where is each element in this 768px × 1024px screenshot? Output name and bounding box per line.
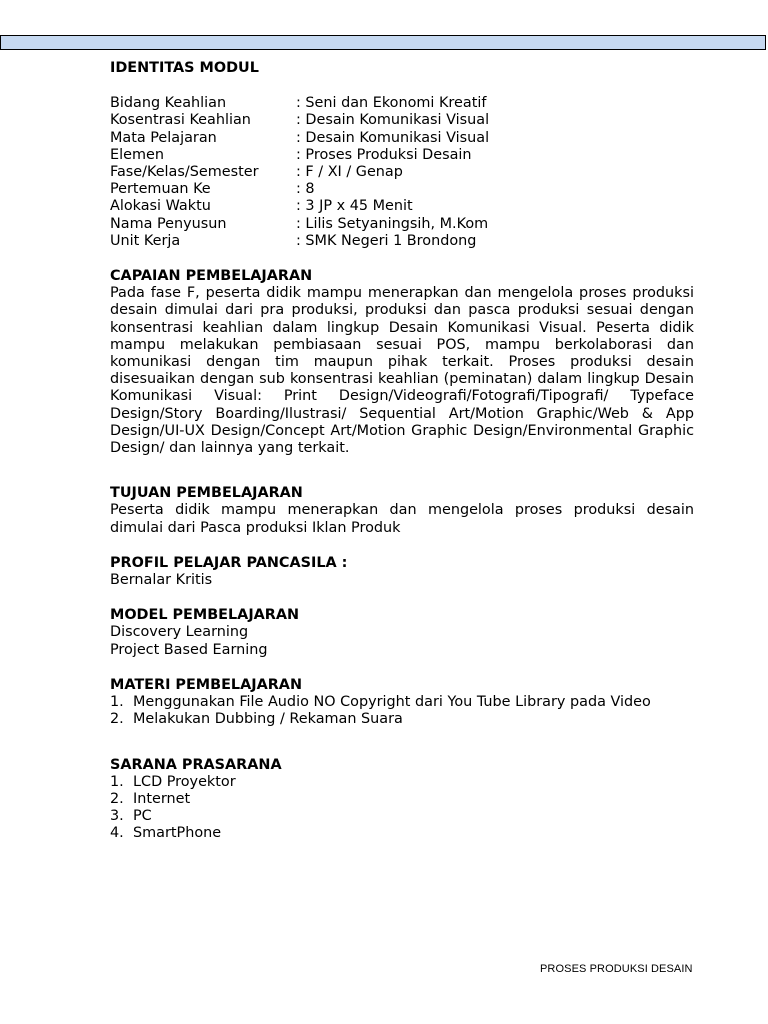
identitas-value: : F / XI / Genap	[296, 164, 403, 181]
list-number: 1.	[110, 694, 124, 711]
list-item	[110, 825, 694, 842]
materi-heading: MATERI PEMBELAJARAN	[110, 676, 302, 693]
profil-heading: PROFIL PELAJAR PANCASILA :	[110, 554, 348, 571]
capaian-heading: CAPAIAN PEMBELAJARAN	[110, 268, 313, 285]
model-heading: MODEL PEMBELAJARAN	[110, 607, 300, 624]
list-text: Melakukan Dubbing / Rekaman Suara	[133, 711, 403, 728]
identitas-value: : Proses Produksi Desain	[296, 146, 472, 163]
module-page	[110, 60, 694, 843]
identitas-value: : SMK Negeri 1 Brondong	[296, 232, 477, 249]
capaian-text: Pada fase F, peserta didik mampu menerapkan dan mengelola proses produksi desain dimulai dari pra produksi, produksi dan pasca produksi sesuai dengan konsentrasi keahlian dalam lingkup Desain Komunikasi Visual. Peserta didik mampu melakukan pembiasaan sesuai POS, mampu berkolaborasi dan komunikasi dengan tim maupun pihak terkait. Proses produksi desain disesuaikan dengan sub konsentrasi keahlian (peminatan) dalam lingkup Desain Komunikasi Visual: Print Design/Videografi/Fotografi/Tipografi/ Typeface Design/Story Boarding/Ilustrasi/ Sequential Art/Motion Graphic/Web & App Design/UI-UX Design/Concept Art/Motion Graphic Design/Environmental Graphic Design/ dan lainnya yang terkait.	[110, 285, 694, 457]
identitas-row	[110, 164, 694, 181]
identitas-key: Pertemuan Ke	[110, 181, 211, 198]
list-number: 2.	[110, 711, 124, 728]
identitas-value: : Desain Komunikasi Visual	[296, 129, 490, 146]
identitas-key: Fase/Kelas/Semester	[110, 164, 259, 181]
identitas-key: Kosentrasi Keahlian	[110, 112, 251, 129]
identitas-value: : 8	[296, 181, 315, 198]
list-item	[110, 774, 694, 791]
list-item	[110, 808, 694, 825]
identitas-value: : Desain Komunikasi Visual	[296, 112, 490, 129]
list-number: 2.	[110, 790, 124, 807]
identitas-table	[110, 95, 694, 250]
identitas-row	[110, 181, 694, 198]
identitas-row	[110, 233, 694, 250]
list-number: 4.	[110, 825, 124, 842]
list-text: Menggunakan File Audio NO Copyright dari You Tube Library pada Video	[133, 694, 651, 711]
sarana-heading: SARANA PRASARANA	[110, 756, 282, 773]
tujuan-text: Peserta didik mampu menerapkan dan mengelola proses produksi desain dimulai dari Pasca produksi Iklan Produk	[110, 502, 694, 536]
page-footer: PROSES PRODUKSI DESAIN	[540, 963, 693, 975]
list-text: PC	[133, 808, 152, 825]
identitas-row	[110, 130, 694, 147]
identitas-key: Unit Kerja	[110, 232, 181, 249]
identitas-key: Nama Penyusun	[110, 215, 227, 232]
identitas-row	[110, 198, 694, 215]
identitas-key: Mata Pelajaran	[110, 129, 217, 146]
identitas-value: : Seni dan Ekonomi Kreatif	[296, 95, 487, 112]
list-text: Internet	[133, 790, 191, 807]
profil-text: Bernalar Kritis	[110, 572, 213, 589]
list-item	[110, 791, 694, 808]
identitas-row	[110, 95, 694, 112]
list-number: 1.	[110, 773, 124, 790]
identitas-row	[110, 147, 694, 164]
identitas-key: Bidang Keahlian	[110, 95, 227, 112]
model-item: Discovery Learning	[110, 624, 249, 641]
list-text: LCD Proyektor	[133, 773, 236, 790]
list-item	[110, 694, 694, 711]
identitas-row	[110, 112, 694, 129]
model-item: Project Based Earning	[110, 641, 268, 658]
identitas-key: Elemen	[110, 146, 164, 163]
tujuan-heading: TUJUAN PEMBELAJARAN	[110, 485, 303, 502]
header-bar	[0, 35, 766, 50]
list-text: SmartPhone	[133, 825, 222, 842]
identitas-heading: IDENTITAS MODUL	[110, 60, 259, 76]
identitas-key: Alokasi Waktu	[110, 198, 211, 215]
identitas-row	[110, 216, 694, 233]
identitas-value: : Lilis Setyaningsih, M.Kom	[296, 215, 489, 232]
identitas-value: : 3 JP x 45 Menit	[296, 198, 413, 215]
list-item	[110, 711, 694, 728]
list-number: 3.	[110, 808, 124, 825]
